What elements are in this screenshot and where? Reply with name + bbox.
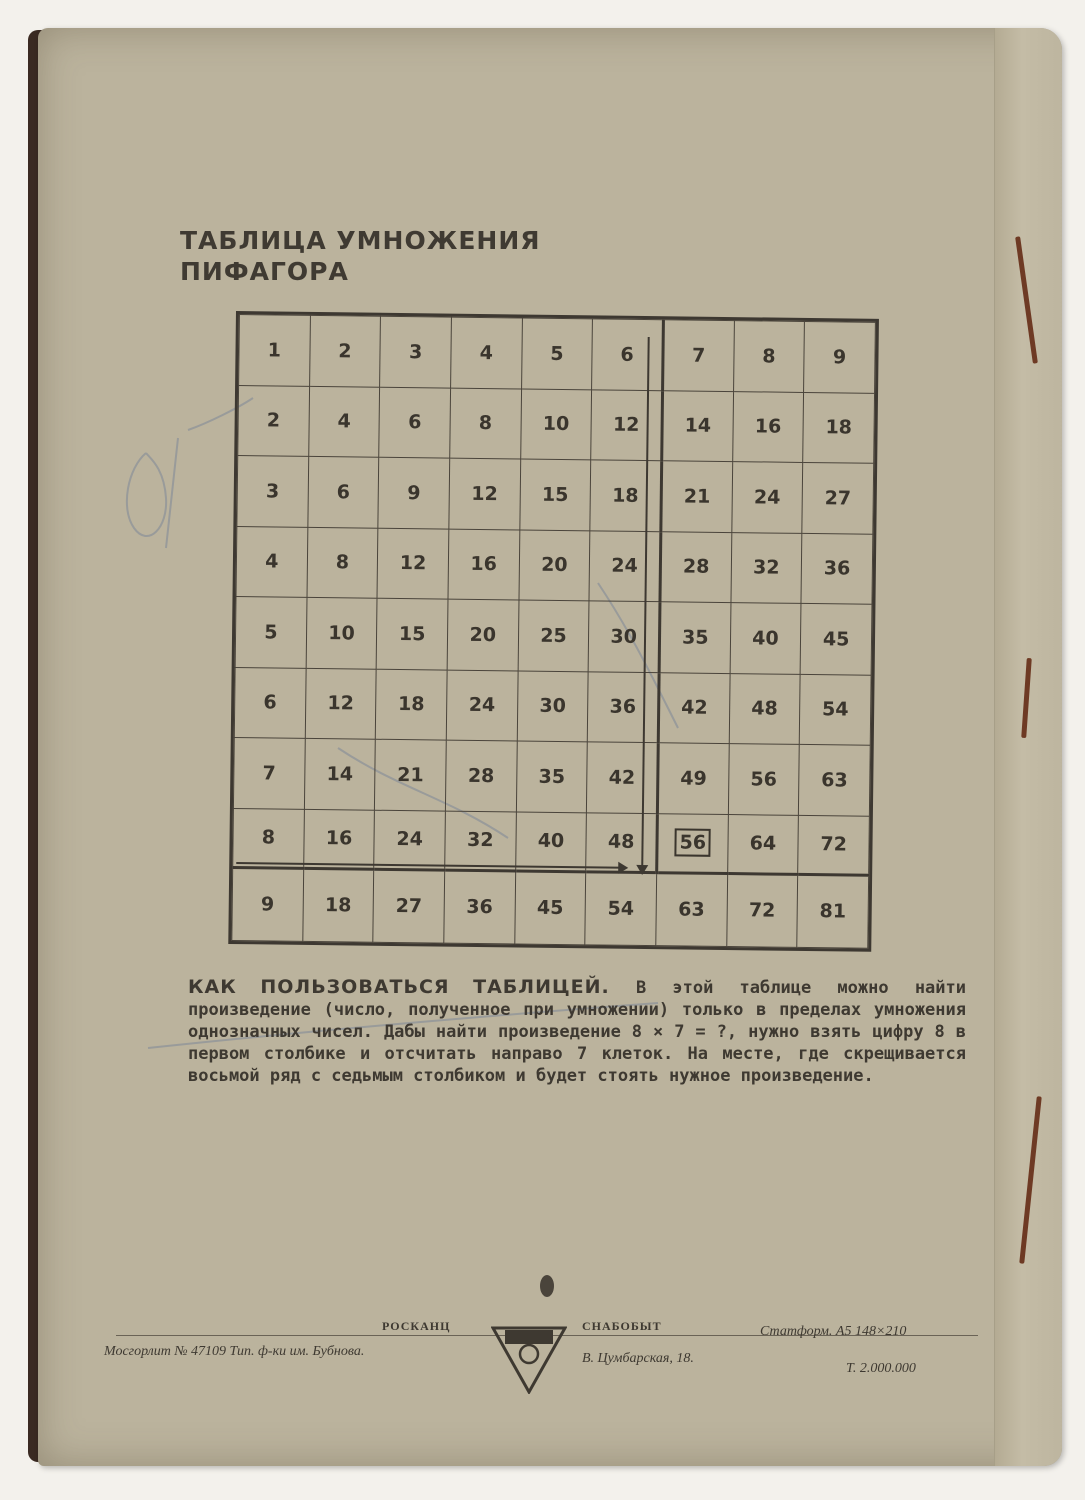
cell-value: 12	[471, 482, 498, 505]
cell-value: 54	[821, 698, 849, 721]
cell-value: 14	[684, 414, 712, 438]
table-cell	[520, 389, 592, 460]
cell-value: 6	[263, 691, 277, 714]
table-cell	[587, 742, 659, 813]
table-cell	[308, 386, 380, 457]
usage-instructions	[188, 976, 966, 1087]
table-row	[237, 456, 874, 534]
cell-value: 63	[678, 898, 705, 922]
table-cell	[446, 670, 518, 741]
cell-value: 24	[611, 554, 638, 578]
table-cell	[232, 867, 304, 941]
cell-value: 24	[396, 828, 424, 851]
cell-value: 48	[607, 830, 635, 854]
colophon-left-label: РОСКАНЦ	[382, 1319, 451, 1333]
cell-value: 42	[681, 696, 708, 720]
table-cell	[727, 814, 798, 874]
table-row	[232, 867, 869, 948]
cell-value: 28	[682, 555, 710, 579]
cell-value: 20	[469, 623, 497, 647]
table-cell	[516, 741, 588, 812]
table-cell	[799, 745, 871, 816]
cell-value: 7	[691, 344, 706, 367]
cell-value: 36	[609, 695, 637, 719]
cell-value: 72	[748, 899, 776, 922]
ink-blot	[540, 1275, 554, 1297]
cell-value: 15	[541, 483, 569, 506]
cell-value: 18	[612, 484, 639, 507]
table-cell	[662, 390, 734, 461]
cell-value: 35	[538, 765, 566, 788]
cell-value: 12	[327, 692, 355, 715]
table-cell	[729, 673, 801, 744]
table-cell	[308, 456, 380, 527]
cell-value: 18	[324, 894, 352, 917]
table-cell	[799, 674, 871, 745]
cell-value: 28	[467, 764, 495, 788]
table-cell	[657, 813, 728, 873]
cell-value: 54	[607, 897, 635, 921]
cell-value: 12	[612, 413, 640, 437]
cell-value: 24	[468, 694, 496, 717]
table-row	[233, 738, 870, 816]
table-cell	[233, 738, 305, 809]
cell-value: 14	[326, 762, 354, 786]
cell-value: 9	[832, 346, 847, 369]
table-cell	[732, 391, 804, 462]
table-cell	[803, 392, 875, 463]
cell-value: 27	[824, 486, 852, 510]
table-cell	[731, 462, 803, 533]
table-cell	[591, 389, 663, 460]
table-cell	[444, 870, 516, 944]
table-cell	[521, 318, 593, 389]
cell-value: 18	[397, 693, 425, 716]
cell-value: 40	[752, 627, 779, 650]
table-cell	[588, 601, 660, 672]
cell-value: 30	[539, 695, 567, 718]
table-cell	[519, 530, 591, 601]
table-cell	[449, 458, 521, 529]
cell-value: 36	[823, 557, 851, 580]
cell-value: 16	[754, 415, 782, 438]
table-cell	[730, 603, 802, 674]
table-cell	[733, 321, 805, 392]
table-row	[239, 315, 876, 393]
instructions-lead: КАК ПОЛЬЗОВАТЬСЯ ТАБЛИЦЕЙ.	[188, 976, 610, 998]
cell-value: 16	[325, 827, 353, 850]
table-cell	[234, 667, 306, 738]
notebook-back-cover	[38, 28, 1062, 1466]
title-line-2: ПИФАГОРА	[180, 257, 349, 286]
table-cell	[445, 740, 517, 811]
colophon-left-text: Мосгорлит № 47109 Тип. ф-ки им. Бубнова.	[104, 1344, 365, 1359]
cell-value: 9	[407, 481, 421, 505]
table-cell	[376, 669, 448, 740]
table-row	[236, 526, 873, 604]
page-title	[180, 225, 541, 287]
table-cell	[656, 872, 728, 946]
cell-value: 4	[265, 550, 279, 573]
cell-value: 40	[537, 829, 565, 853]
cell-value: 45	[536, 897, 564, 920]
cell-value: 2	[266, 409, 281, 432]
table-cell	[801, 533, 873, 604]
cell-value: 25	[540, 624, 567, 647]
multiplication-table-frame	[228, 311, 879, 952]
table-cell	[303, 809, 374, 869]
highlighted-product: 56	[674, 829, 711, 857]
table-cell	[590, 460, 662, 531]
cell-value: 8	[762, 345, 776, 368]
cell-value: 9	[260, 893, 275, 916]
table-cell	[235, 597, 307, 668]
table-row	[234, 667, 871, 745]
table-cell	[237, 456, 309, 527]
multiplication-table	[231, 314, 876, 949]
cell-value: 30	[610, 625, 638, 648]
table-cell	[306, 597, 378, 668]
table-cell	[307, 527, 379, 598]
colophon-right-top: Статформ. А5 148×210	[760, 1324, 907, 1339]
cell-value: 8	[335, 551, 350, 574]
cell-value: 16	[470, 553, 498, 576]
table-cell	[517, 671, 589, 742]
cell-value: 56	[750, 768, 778, 791]
cell-value: 36	[466, 896, 493, 919]
cell-value: 4	[479, 341, 494, 364]
cell-value: 21	[683, 485, 711, 508]
cell-value: 21	[397, 763, 424, 787]
cell-value: 5	[550, 342, 564, 365]
table-cell	[731, 532, 803, 603]
cell-value: 3	[265, 480, 280, 503]
table-cell	[304, 738, 376, 809]
table-cell	[588, 671, 660, 742]
table-cell	[233, 808, 304, 868]
table-cell	[804, 321, 876, 392]
table-row	[238, 385, 875, 463]
cell-value: 6	[336, 481, 351, 504]
cell-value: 4	[337, 410, 351, 433]
cell-value: 24	[753, 486, 781, 509]
table-cell	[445, 811, 516, 871]
table-cell	[378, 457, 450, 528]
cell-value: 18	[825, 416, 853, 439]
table-cell	[802, 462, 874, 533]
cell-value: 72	[820, 833, 848, 856]
cell-value: 63	[821, 769, 848, 792]
table-cell	[589, 530, 661, 601]
table-cell	[375, 739, 447, 810]
colophon-center-text: В. Цумбарская, 18.	[582, 1351, 694, 1366]
table-cell	[302, 868, 374, 942]
cell-value: 5	[264, 621, 278, 644]
table-cell	[236, 526, 308, 597]
cell-value: 32	[466, 828, 494, 852]
cell-value: 8	[261, 826, 276, 849]
cell-value: 49	[680, 767, 707, 790]
table-cell	[660, 531, 732, 602]
colophon-center-label: СНАБОБЫТ	[582, 1319, 662, 1333]
table-cell	[238, 385, 310, 456]
table-cell	[728, 744, 800, 815]
table-cell	[518, 600, 590, 671]
table-cell	[800, 603, 872, 674]
table-cell	[592, 319, 664, 390]
cell-value: 1	[267, 339, 282, 362]
cell-value: 10	[328, 621, 355, 645]
table-cell	[663, 320, 735, 391]
table-cell	[309, 315, 381, 386]
table-cell	[726, 873, 798, 947]
table-cell	[451, 317, 523, 388]
table-cell	[448, 529, 520, 600]
binding-spine	[994, 28, 1062, 1466]
table-cell	[658, 672, 730, 743]
cell-value: 81	[819, 900, 847, 923]
cell-value: 64	[749, 832, 777, 855]
instructions-body: В этой таблице можно найти произведение (число, полученное при умножении) только в пределах умножения однозначных чисел. Дабы найти произведение 8 × 7 = ?, нужно взять цифру 8 в первом столбике и отсчитать направо 7 клеток. На месте, где скрещивается восьмой ряд с седьмым столбиком и будет стоять нужное произведение.	[188, 978, 966, 1086]
table-cell	[380, 316, 452, 387]
table-cell	[514, 871, 586, 945]
table-cell	[450, 388, 522, 459]
cell-value: 48	[751, 697, 778, 720]
cell-value: 6	[408, 411, 422, 434]
colophon-right-bottom: Т. 2.000.000	[846, 1361, 916, 1376]
table-cell	[373, 869, 445, 943]
table-cell	[798, 815, 869, 875]
table-cell	[519, 459, 591, 530]
table-row	[235, 597, 872, 675]
cell-value: 32	[752, 556, 780, 579]
title-line-1: ТАБЛИЦА УМНОЖЕНИЯ	[180, 226, 541, 255]
cell-value: 45	[822, 628, 850, 651]
table-cell	[515, 812, 586, 872]
table-cell	[797, 874, 869, 948]
table-cell	[305, 668, 377, 739]
cell-value: 20	[541, 554, 568, 577]
cell-value: 3	[408, 340, 423, 364]
publisher-logo-icon	[491, 1324, 567, 1394]
table-cell	[447, 599, 519, 670]
table-cell	[376, 598, 448, 669]
table-cell	[377, 528, 449, 599]
table-cell	[657, 743, 729, 814]
cell-value: 10	[542, 413, 570, 436]
table-cell	[585, 871, 657, 945]
cell-value: 6	[620, 343, 634, 366]
table-cell	[239, 315, 311, 386]
cell-value: 27	[395, 895, 423, 918]
cell-value: 42	[608, 766, 636, 789]
table-cell	[659, 602, 731, 673]
cell-value: 12	[399, 552, 427, 575]
table-cell	[379, 387, 451, 458]
cell-value: 35	[681, 626, 709, 649]
table-cell	[374, 810, 445, 870]
table-cell	[661, 461, 733, 532]
cell-value: 2	[338, 340, 352, 363]
cell-value: 8	[478, 412, 493, 435]
cell-value: 15	[398, 622, 426, 646]
cell-value: 7	[262, 762, 276, 785]
